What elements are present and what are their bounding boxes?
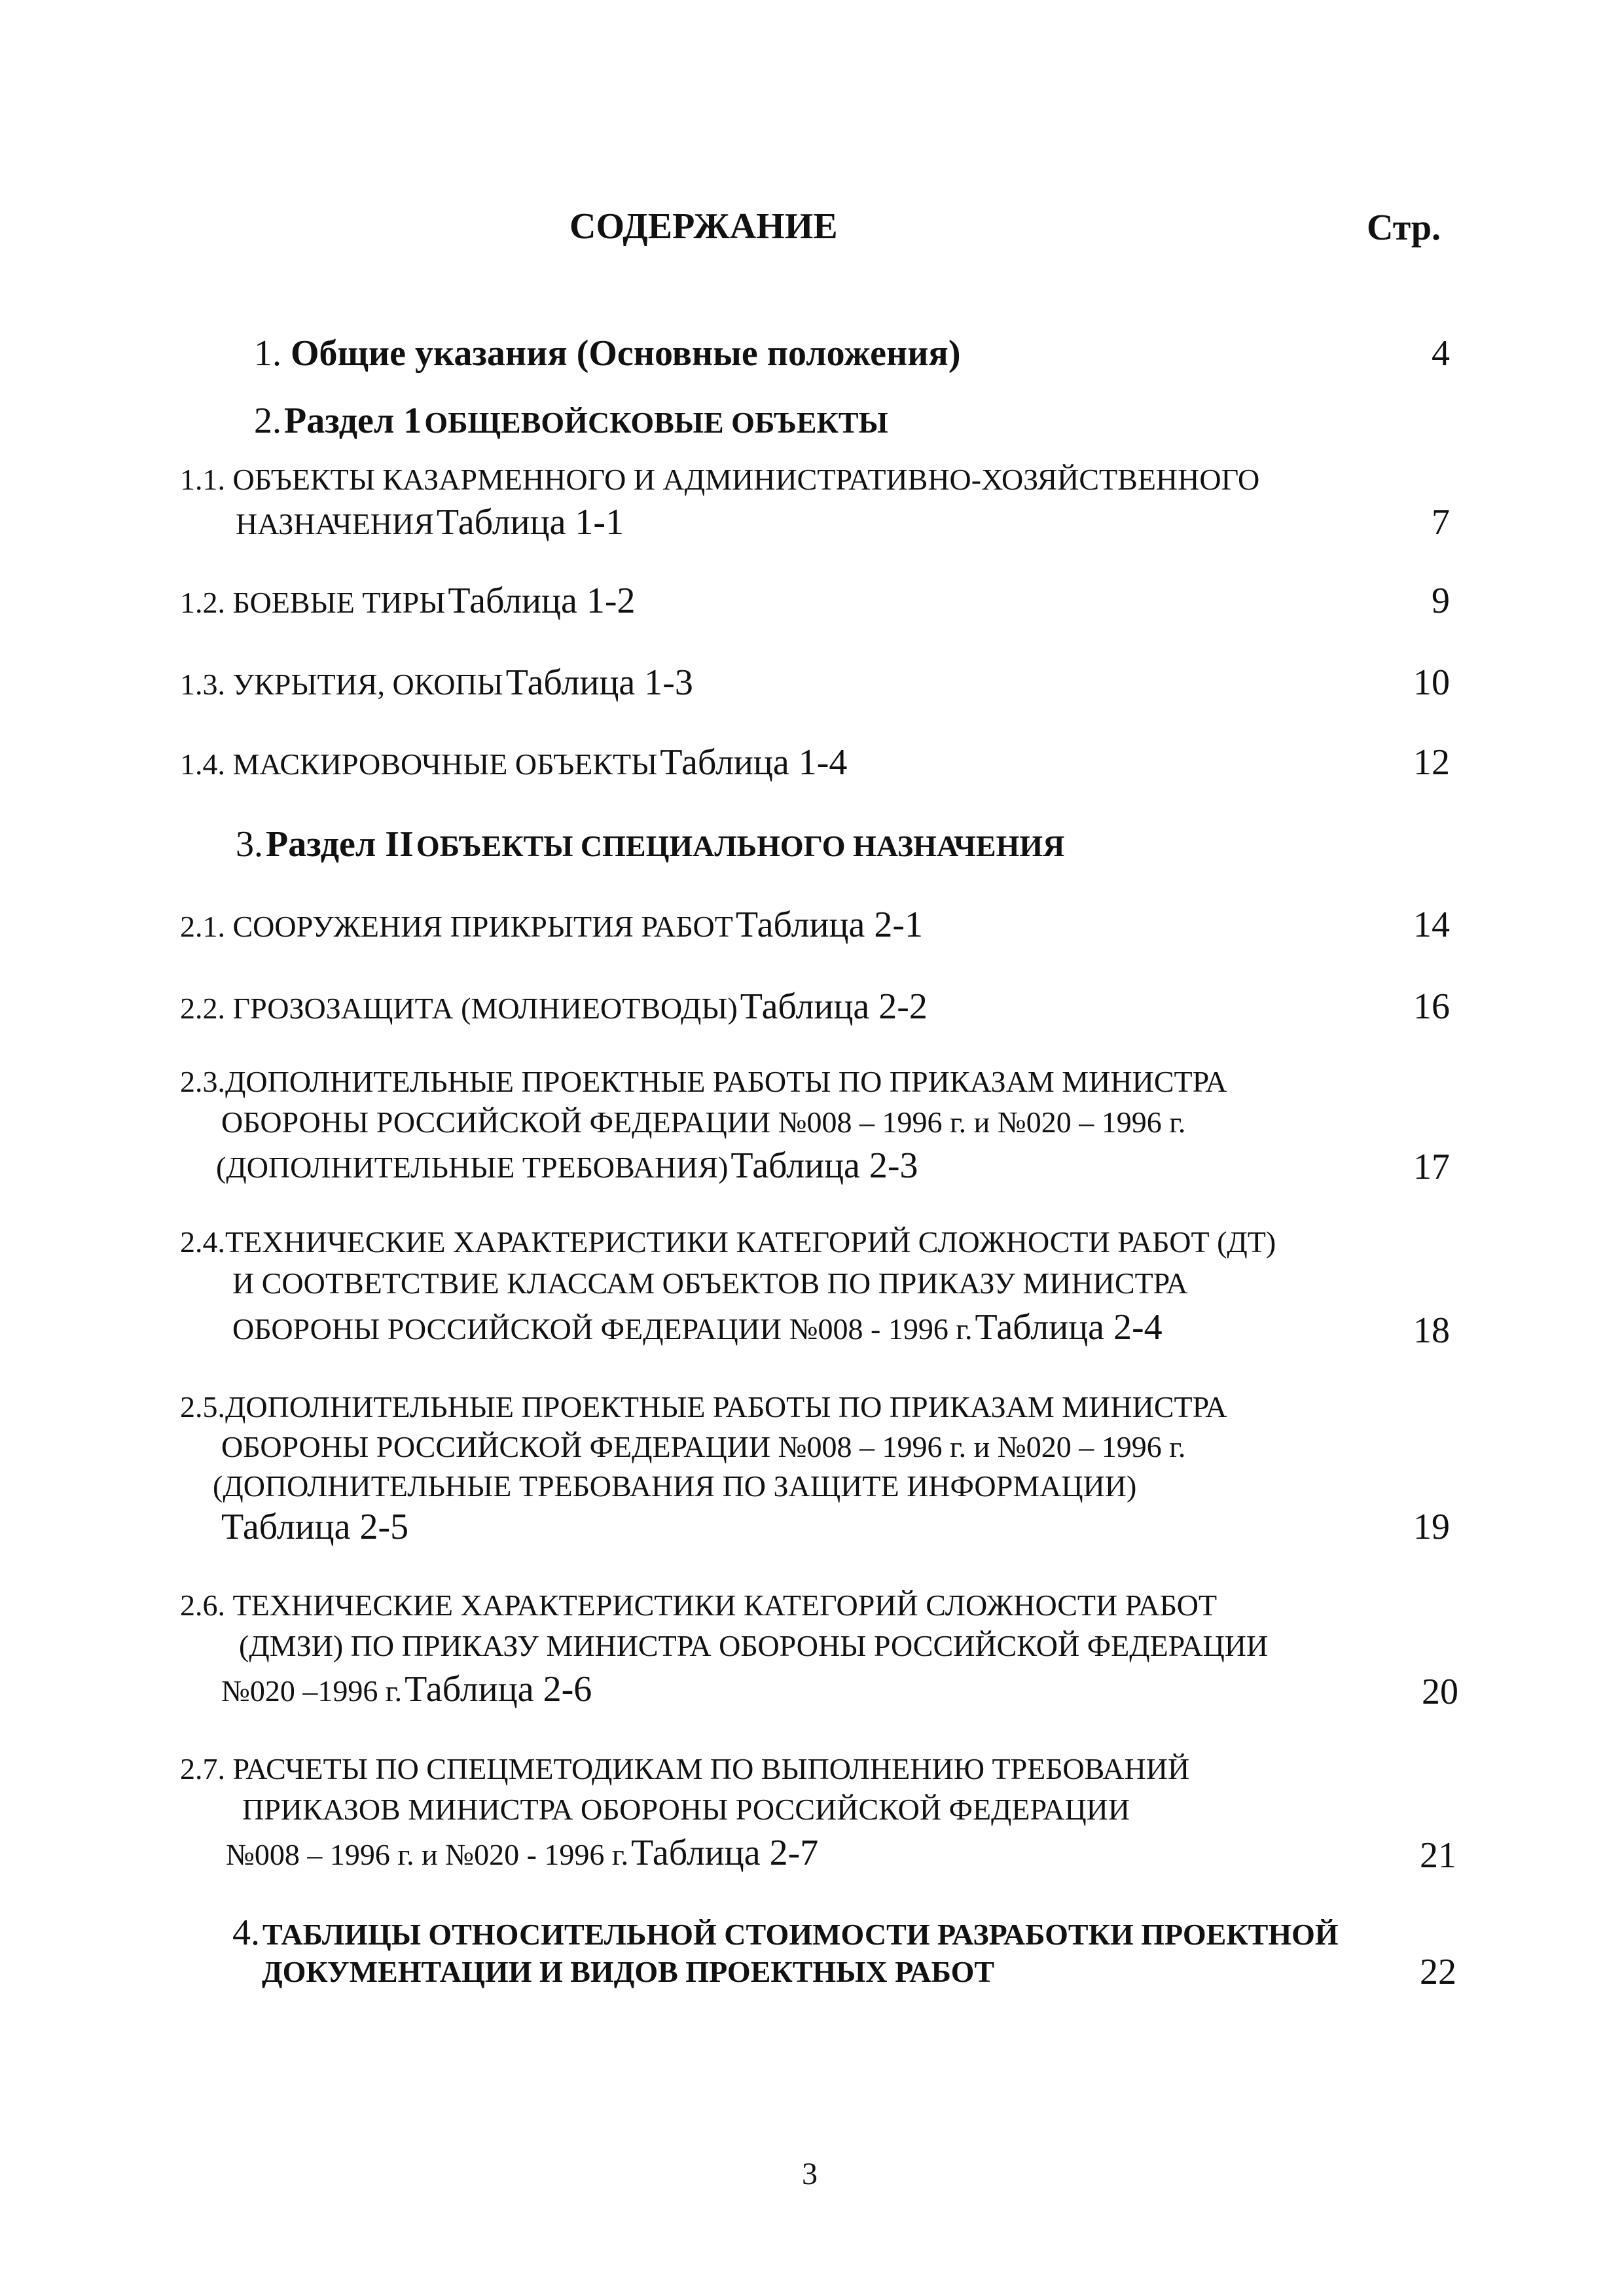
page-column-header: Стр.	[1367, 207, 1441, 248]
page-title: СОДЕРЖАНИЕ	[569, 206, 838, 247]
toc-page-number: 10	[1413, 662, 1450, 703]
toc-item-text: 1.4. МАСКИРОВОЧНЫЕ ОБЪЕКТЫ	[180, 747, 658, 781]
toc-table-ref: Таблица 1-3	[505, 662, 693, 703]
toc-section-3[interactable]	[236, 826, 1064, 863]
toc-item-text: ПРИКАЗОВ МИНИСТРА ОБОРОНЫ РОССИЙСКОЙ ФЕДЕРАЦИИ	[242, 1793, 1130, 1826]
toc-item-2-3-cont	[216, 1147, 918, 1184]
toc-section-title: Общие указания (Основные положения)	[291, 333, 961, 374]
toc-item-2-6-cont	[221, 1671, 592, 1708]
toc-page-number: 20	[1422, 1672, 1458, 1712]
toc-section-prefix: Раздел II	[266, 824, 414, 865]
toc-item-2-7-cont	[226, 1835, 818, 1871]
toc-table-ref: Таблица 1-4	[660, 742, 848, 783]
toc-item-1-1[interactable]: 1.1. ОБЪЕКТЫ КАЗАРМЕННОГО И АДМИНИСТРАТИВНО-ХОЗЯЙСТВЕННОГО	[180, 463, 1260, 496]
footer-page-number: 3	[802, 2157, 818, 2191]
toc-table-ref: Таблица 2-6	[405, 1669, 592, 1710]
toc-section-number: 3.	[236, 824, 263, 865]
toc-item-text: ОБОРОНЫ РОССИЙСКОЙ ФЕДЕРАЦИИ №008 – 1996 г. и №020 – 1996 г.	[221, 1105, 1186, 1139]
toc-item-text: №020 –1996 г.	[221, 1674, 403, 1708]
toc-section-title: ОБЩЕВОЙСКОВЫЕ ОБЪЕКТЫ	[424, 406, 888, 439]
toc-section-title: ТАБЛИЦЫ ОТНОСИТЕЛЬНОЙ СТОИМОСТИ РАЗРАБОТКИ ПРОЕКТНОЙ	[262, 1918, 1339, 1951]
toc-item-text: НАЗНАЧЕНИЯ	[236, 507, 434, 541]
toc-table-ref: Таблица 2-4	[975, 1307, 1163, 1348]
toc-item-text: И СООТВЕТСТВИЕ КЛАССАМ ОБЪЕКТОВ ПО ПРИКАЗУ МИНИСТРА	[232, 1266, 1188, 1300]
toc-item-1-2[interactable]	[180, 583, 636, 619]
toc-section-number: 4.	[232, 1912, 260, 1953]
toc-table-ref: Таблица 1-1	[436, 502, 624, 543]
toc-item-2-7[interactable]: 2.7. РАСЧЕТЫ ПО СПЕЦМЕТОДИКАМ ПО ВЫПОЛНЕНИЮ ТРЕБОВАНИЙ	[180, 1752, 1190, 1785]
toc-page-number: 18	[1413, 1310, 1450, 1351]
toc-item-text: №008 – 1996 г. и №020 - 1996 г.	[226, 1838, 629, 1871]
toc-item-text: ОБОРОНЫ РОССИЙСКОЙ ФЕДЕРАЦИИ №008 – 1996 г. и №020 – 1996 г.	[221, 1430, 1186, 1463]
toc-section-title: ОБЪЕКТЫ СПЕЦИАЛЬНОГО НАЗНАЧЕНИЯ	[416, 829, 1065, 863]
toc-item-2-5[interactable]: 2.5.ДОПОЛНИТЕЛЬНЫЕ ПРОЕКТНЫЕ РАБОТЫ ПО ПРИКАЗАМ МИНИСТРА	[180, 1390, 1227, 1424]
toc-page-number: 16	[1413, 986, 1450, 1027]
toc-item-1-4[interactable]	[180, 744, 847, 781]
toc-item-2-6[interactable]: 2.6. ТЕХНИЧЕСКИЕ ХАРАКТЕРИСТИКИ КАТЕГОРИЙ СЛОЖНОСТИ РАБОТ	[180, 1588, 1218, 1622]
toc-item-text: 1.3. УКРЫТИЯ, ОКОПЫ	[180, 668, 503, 701]
toc-section-number: 2.	[254, 401, 281, 441]
toc-section-1[interactable]	[254, 335, 960, 372]
toc-table-ref: Таблица 2-5	[221, 1507, 409, 1547]
toc-section-2[interactable]	[254, 403, 888, 439]
toc-item-2-2[interactable]	[180, 988, 928, 1025]
toc-table-ref: Таблица 2-2	[740, 986, 928, 1027]
toc-item-text: (ДОПОЛНИТЕЛЬНЫЕ ТРЕБОВАНИЯ ПО ЗАЩИТЕ ИНФОРМАЦИИ)	[213, 1469, 1137, 1503]
toc-page-number: 22	[1420, 1952, 1456, 1992]
toc-page-number: 21	[1420, 1835, 1456, 1876]
toc-table-ref: Таблица 1-2	[448, 581, 636, 621]
toc-item-1-1-cont	[236, 504, 624, 541]
toc-table-ref: Таблица 2-3	[731, 1145, 918, 1186]
toc-item-2-4-cont	[232, 1309, 1163, 1346]
toc-page-number: 17	[1413, 1147, 1450, 1187]
toc-item-text: (ДОПОЛНИТЕЛЬНЫЕ ТРЕБОВАНИЯ)	[216, 1151, 729, 1184]
toc-item-2-3[interactable]: 2.3.ДОПОЛНИТЕЛЬНЫЕ ПРОЕКТНЫЕ РАБОТЫ ПО ПРИКАЗАМ МИНИСТРА	[180, 1065, 1227, 1098]
toc-item-text: 2.2. ГРОЗОЗАЩИТА (МОЛНИЕОТВОДЫ)	[180, 992, 738, 1025]
toc-item-text: 1.2. БОЕВЫЕ ТИРЫ	[180, 586, 446, 619]
toc-section-title-cont: ДОКУМЕНТАЦИИ И ВИДОВ ПРОЕКТНЫХ РАБОТ	[262, 1955, 995, 1988]
toc-item-2-4[interactable]: 2.4.ТЕХНИЧЕСКИЕ ХАРАКТЕРИСТИКИ КАТЕГОРИЙ СЛОЖНОСТИ РАБОТ (ДТ)	[180, 1225, 1276, 1259]
toc-table-ref: Таблица 2-1	[735, 905, 923, 945]
toc-page-number: 4	[1432, 333, 1450, 374]
toc-section-number: 1.	[254, 333, 281, 374]
toc-item-text: 2.1. СООРУЖЕНИЯ ПРИКРЫТИЯ РАБОТ	[180, 910, 733, 943]
toc-page-number: 9	[1432, 581, 1450, 621]
toc-section-4[interactable]	[232, 1914, 1339, 1951]
toc-page-number: 7	[1432, 502, 1450, 543]
toc-page-number: 12	[1413, 742, 1450, 783]
toc-section-prefix: Раздел 1	[284, 401, 422, 441]
toc-table-ref: Таблица 2-7	[631, 1833, 819, 1873]
toc-page-number: 14	[1413, 905, 1450, 945]
toc-page-number: 19	[1413, 1507, 1450, 1547]
toc-item-2-1[interactable]	[180, 906, 923, 943]
toc-item-text: (ДМЗИ) ПО ПРИКАЗУ МИНИСТРА ОБОРОНЫ РОССИЙСКОЙ ФЕДЕРАЦИИ	[239, 1629, 1269, 1662]
toc-item-text: ОБОРОНЫ РОССИЙСКОЙ ФЕДЕРАЦИИ №008 - 1996 г.	[232, 1312, 973, 1346]
toc-item-1-3[interactable]	[180, 664, 693, 701]
